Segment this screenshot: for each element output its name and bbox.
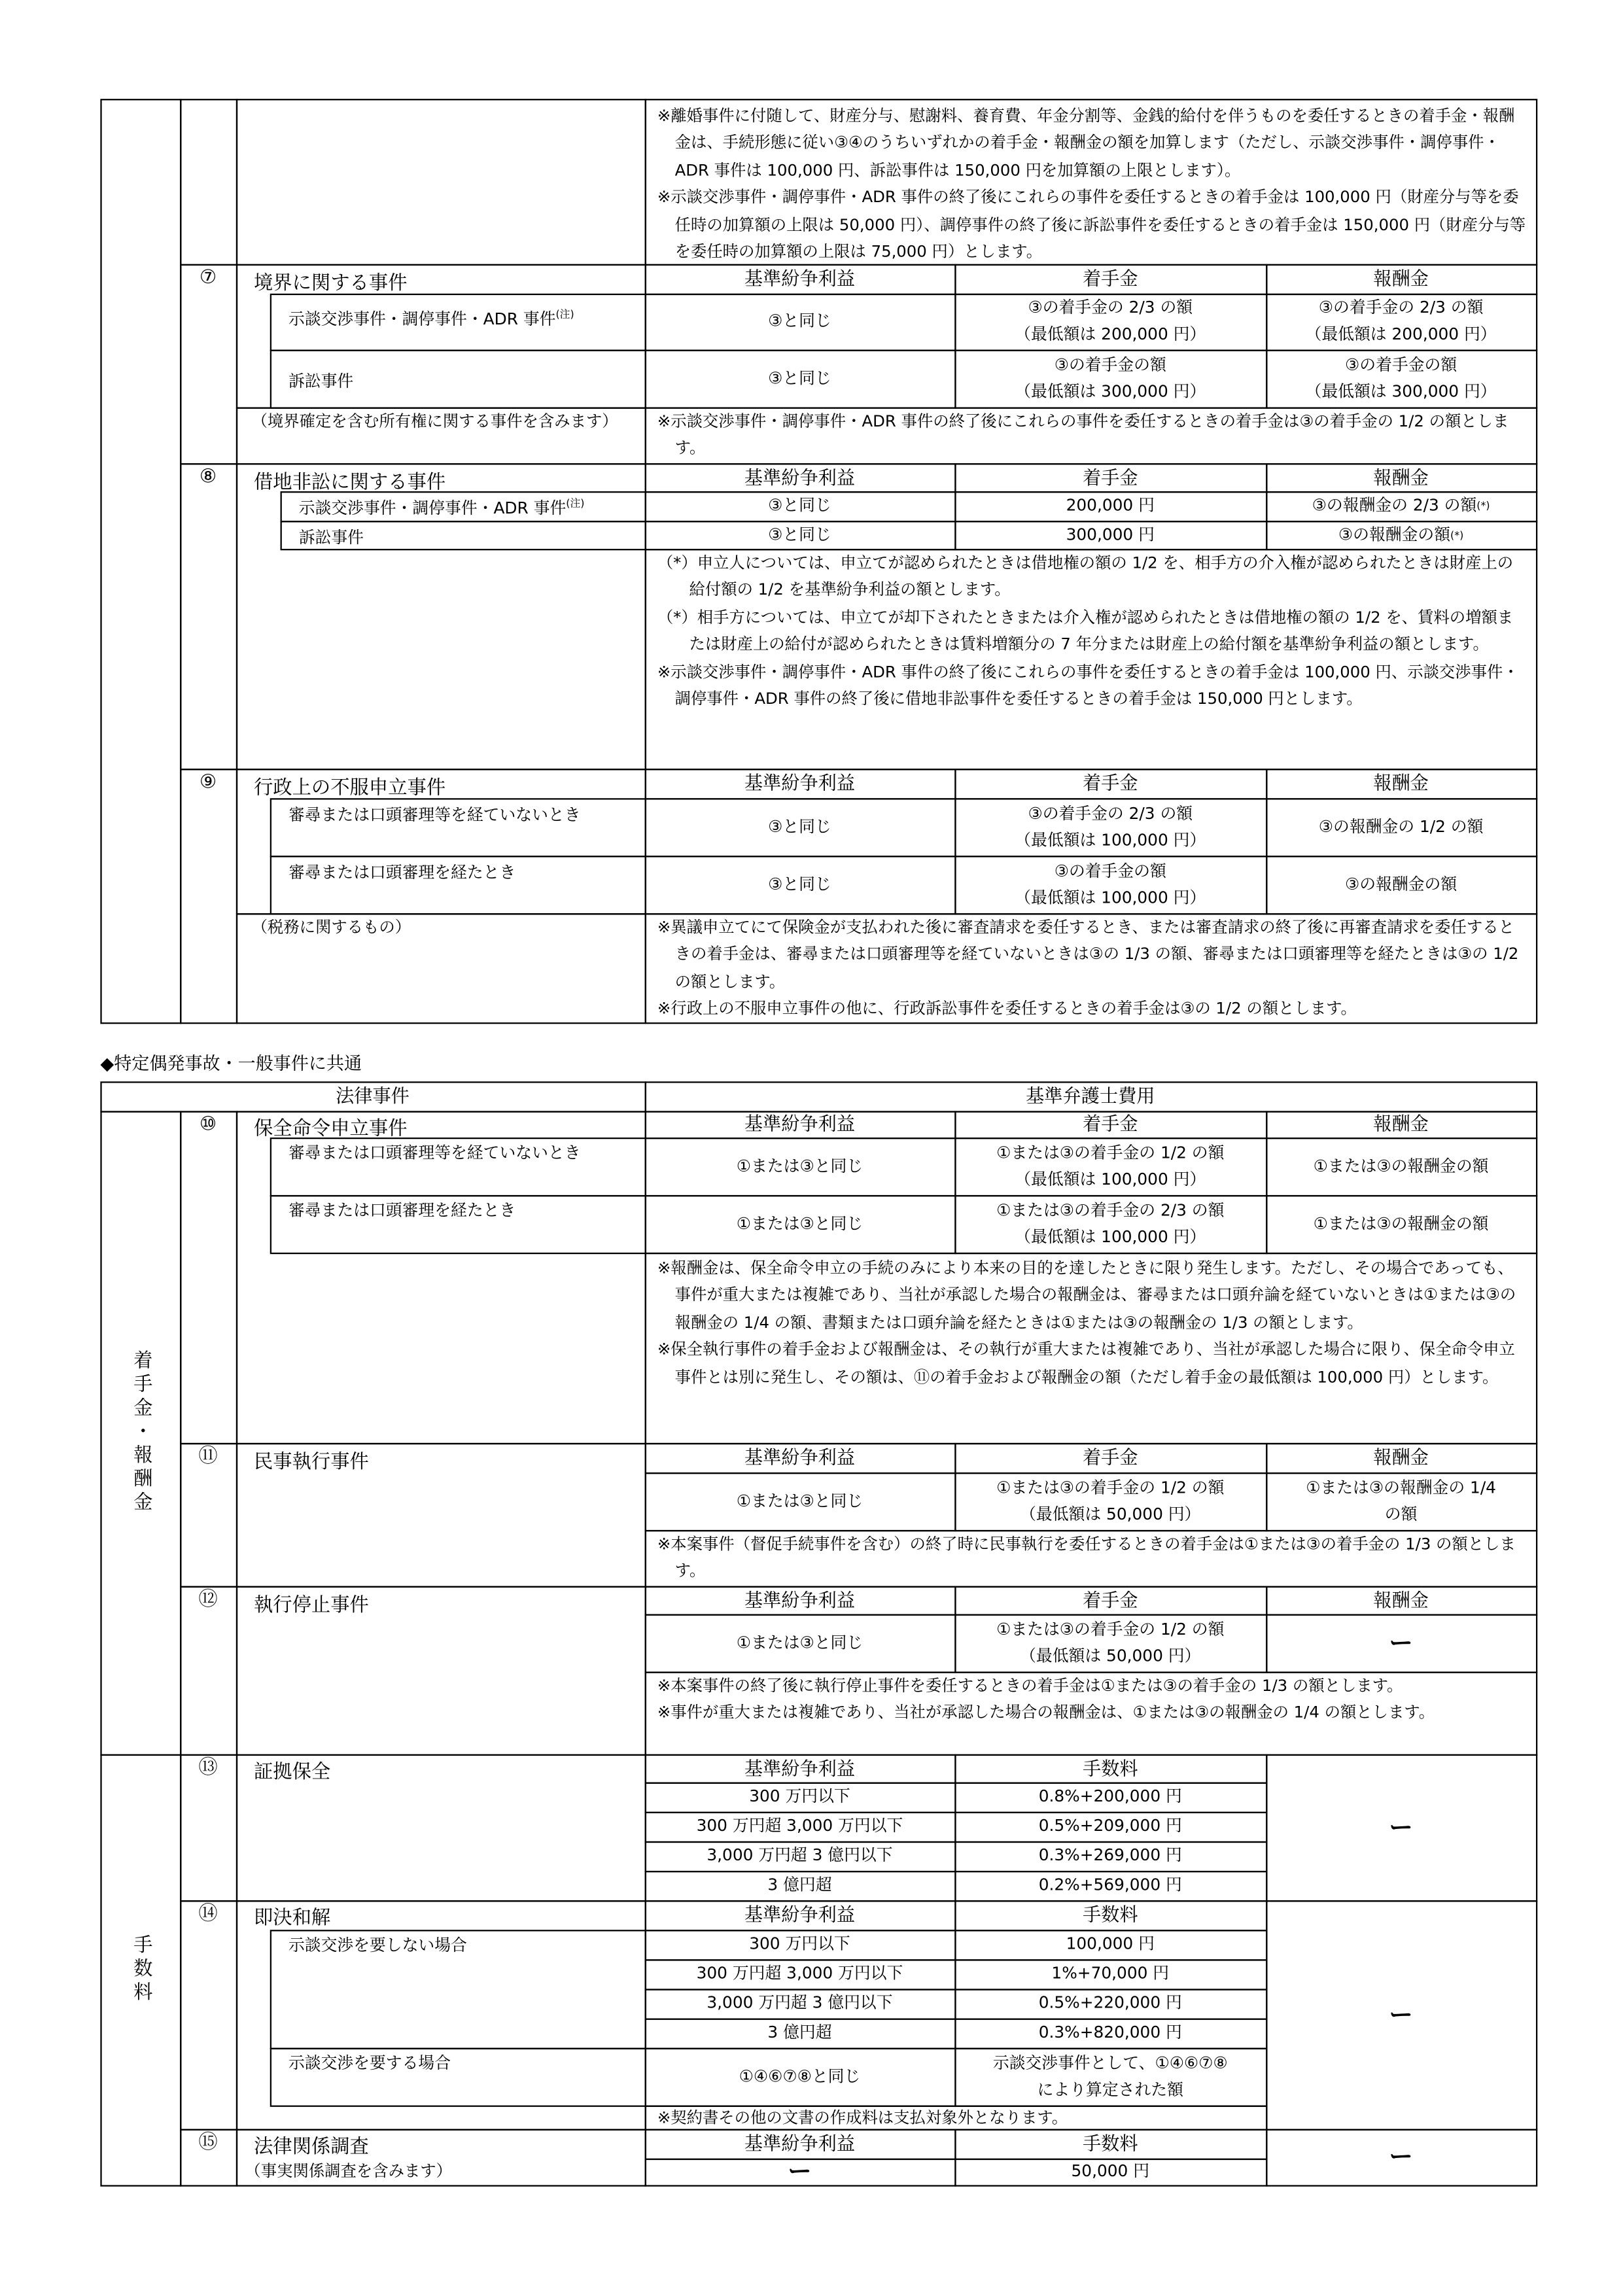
l: （最低額は 100,000 円） [1015,1226,1206,1246]
base-cell: ー [644,2158,956,2186]
item-title: 法律関係調査 [253,2136,369,2159]
l: により算定された額 [1037,2079,1183,2099]
notes [644,548,1537,769]
l: （最低額は 100,000 円） [1015,887,1206,907]
item-number: ⑨ [179,768,237,1023]
base-cell: ①または③と同じ [644,1137,956,1196]
col-header: 着手金 [954,264,1266,294]
note: ※行政上の不服申立事件の他に、行政訴訟事件を委任するときの着手金は③の 1/2 の額とします。 [657,999,1357,1018]
label: 示談交渉事件・調停事件・ADR 事件 [288,309,556,328]
l: ③の着手金の 2/3 の額 [1318,298,1484,317]
fee-cell [954,2047,1266,2106]
note: ※事件が重大または複雑であり、当社が承認した場合の報酬金は、①または③の報酬金の 1/4 の額とします。 [657,1703,1435,1722]
col-header: 報酬金 [1265,1442,1537,1473]
item-number: ⑪ [179,1442,237,1587]
item-number: ⑩ [179,1110,237,1444]
col-header: 手数料 [954,1754,1266,1783]
fee-cell: 50,000 円 [954,2158,1266,2186]
range-cell: 3 億円超 [644,2017,956,2048]
col-header: 基準紛争利益 [644,462,956,492]
col-header: 報酬金 [1265,462,1537,492]
col-header: 基準紛争利益 [644,1110,956,1138]
l: ③の報酬金の 2/3 の額 [1312,495,1477,515]
item-number: ⑬ [179,1754,237,1902]
l: （最低額は 300,000 円） [1305,381,1497,401]
col-header: 着手金 [954,768,1266,799]
item-number: ⑭ [179,1900,237,2130]
note: ※示談交渉事件・調停事件・ADR 事件の終了後にこれらの事件を委任するときの着手金は 100,000 円、示談交渉事件・調停事件・ADR 事件の終了後に借地非訟事件を委任するときの着手金は 150,000 円とします。 [657,662,1519,709]
divorce-notes [644,98,1537,265]
head-standard-fee: 基準弁護士費用 [644,1081,1537,1111]
reward-cell [1265,1472,1537,1531]
row-label: 審尋または口頭審理を経たとき [270,1194,646,1253]
range-cell: 300 万円超 3,000 万円以下 [644,1958,956,1989]
notes [644,406,1537,464]
item-title: 行政上の不服申立事件 [253,777,446,800]
range-cell: 3,000 万円超 3 億円以下 [644,1988,956,2019]
sub-note: （境界確定を含む所有権に関する事件を含みます） [236,406,646,464]
l: の額 [1384,1504,1418,1523]
category-column [99,98,181,1023]
row-label: 訴訟事件 [270,349,646,408]
item-number: ⑧ [179,462,237,769]
col-header: 基準紛争利益 [644,1754,956,1783]
head-legal-matter: 法律事件 [99,1081,646,1111]
l: ①または③の着手金の 1/2 の額 [996,1619,1225,1639]
item-number: ⑮ [179,2129,237,2186]
fee-cell [954,1613,1266,1672]
l: （最低額は 200,000 円） [1305,324,1497,344]
base-cell: ③と同じ [644,855,956,914]
l: 示談交渉事件として、①④⑥⑦⑧ [992,2053,1228,2072]
l: ①または③の着手金の 1/2 の額 [996,1477,1225,1497]
sub-note: （税務に関するもの） [236,913,646,1023]
l: ③の着手金の額 [1054,355,1166,374]
l: ③の着手金の額 [1054,861,1166,880]
item-title: 執行停止事件 [253,1595,369,1618]
fee-cell [954,1137,1266,1196]
range-cell: 300 万円超 3,000 万円以下 [644,1811,956,1842]
note: （*）相手方については、申立てが却下されたときまたは介入権が認められたときは借地権の額の 1/2 を、賃料の増額または財産上の給付が認められたときは賃料増額分の 7 年分または財産上の給付額を基準紛争利益の額とします。 [657,607,1514,654]
reward-cell [1265,491,1537,521]
reward-cell: ③の報酬金の 1/2 の額 [1265,797,1537,856]
fee-cell [954,1472,1266,1531]
l: ③の着手金の額 [1345,355,1457,374]
l: （最低額は 300,000 円） [1015,381,1206,401]
l: （最低額は 200,000 円） [1015,324,1206,344]
row-label: 示談交渉を要しない場合 [270,1929,646,2049]
fee-cell: 200,000 円 [954,491,1266,521]
col-header: 報酬金 [1265,1110,1537,1138]
notes [644,1252,1537,1444]
empty-dash: ー [1265,1900,1537,2130]
label: 示談交渉事件・調停事件・ADR 事件 [298,498,567,517]
col-header: 報酬金 [1265,768,1537,799]
row-label: 示談交渉を要する場合 [270,2047,646,2106]
row-label: 審尋または口頭審理等を経ていないとき [270,797,646,856]
base-cell: ①または③と同じ [644,1194,956,1253]
col-header: 着手金 [954,1110,1266,1138]
rate-cell: 0.5%+220,000 円 [954,1988,1266,2019]
base-cell: ①または③と同じ [644,1472,956,1531]
l: （最低額は 100,000 円） [1015,829,1206,850]
row-label: 訴訟事件 [279,520,645,549]
notes [644,2104,1267,2129]
col-header: 手数料 [954,2129,1266,2159]
note: ※離婚事件に付随して、財産分与、慰謝料、養育費、年金分割等、金銭的給付を伴うものを委任するときの着手金・報酬金は、手続形態に従い③④のうちいずれかの着手金・報酬金の額を加算します（ただし、示談交渉事件・調停事件・ADR 事件は 100,000 円、訴訟事件は 150,000 円を加算額の上限とします）。 [657,105,1515,180]
empty-dash: ー [1265,1754,1537,1902]
item-title: 証拠保全 [253,1762,331,1784]
fee-cell: 300,000 円 [954,520,1266,549]
empty-cell [179,98,237,265]
col-header: 基準紛争利益 [644,1442,956,1473]
l: （最低額は 100,000 円） [1015,1169,1206,1189]
item-title: 借地非訟に関する事件 [253,472,446,495]
col-header: 着手金 [954,1442,1266,1473]
fee-cell [954,1194,1266,1253]
reward-cell: ③の報酬金の額 [1265,855,1537,914]
col-header: 着手金 [954,1586,1266,1615]
rate-cell: 1%+70,000 円 [954,1958,1266,1989]
fee-cell [954,797,1266,856]
range-cell: 300 万円以下 [644,1782,956,1813]
item-title: 民事執行事件 [253,1452,369,1474]
l: ③の報酬金の額 [1338,524,1451,544]
range-cell: 300 万円以下 [644,1929,956,1960]
col-header: 手数料 [954,1900,1266,1930]
reward-cell [1265,520,1537,549]
note: ※本案事件（督促手続事件を含む）の終了時に民事執行を委任するときの着手金は①または③の着手金の 1/3 の額とします。 [657,1533,1516,1580]
item-subtitle: （事実関係調査を含みます） [245,2161,452,2181]
col-header: 基準紛争利益 [644,264,956,294]
reward-cell: ①または③の報酬金の額 [1265,1194,1537,1253]
note: ※契約書その他の文書の作成料は支払対象外となります。 [657,2107,1068,2127]
base-cell: ③と同じ [644,520,956,549]
base-cell: ③と同じ [644,491,956,521]
group-retainer-reward: 着手金・報酬金 [99,1110,181,1755]
sup: (*) [1476,500,1490,512]
rate-cell: 0.3%+820,000 円 [954,2017,1266,2048]
sup: (*) [1450,529,1464,541]
l: ③の着手金の 2/3 の額 [1028,803,1193,823]
item-title: 境界に関する事件 [253,273,408,296]
row-label: 審尋または口頭審理等を経ていないとき [270,1137,646,1196]
col-header: 基準紛争利益 [644,2129,956,2159]
col-header: 報酬金 [1265,264,1537,294]
row-label [279,491,645,521]
sup: (注) [566,496,585,509]
fee-cell [954,293,1266,351]
l: （最低額は 50,000 円） [1020,1646,1201,1665]
col-header: 基準紛争利益 [644,1900,956,1930]
notes [644,913,1537,1023]
l: ①または③の報酬金の 1/4 [1306,1477,1496,1497]
empty-cell [236,98,646,265]
reward-cell [1265,293,1537,351]
reward-cell [1265,349,1537,408]
rate-cell: 0.2%+569,000 円 [954,1870,1266,1901]
section-title: ◆特定偶発事故・一般事件に共通 [100,1053,362,1075]
group-fees: 手数料 [99,1754,181,2186]
l: ①または③の着手金の 2/3 の額 [996,1200,1225,1220]
empty-dash: ー [1265,2129,1537,2186]
item-title: 即決和解 [253,1907,331,1930]
base-cell: ①④⑥⑦⑧と同じ [644,2047,956,2106]
l: （最低額は 50,000 円） [1020,1504,1201,1523]
note: ※報酬金は、保全命令申立の手続のみにより本来の目的を達したときに限り発生します。ただし、その場合であっても、事件が重大または複雑であり、当社が承認した場合の報酬金は、審尋または口頭弁論を経ていないときは①または③の報酬金の 1/4 の額、書類または口頭弁論を経たときは①または③の報酬金の 1/3 の額とします。 [657,1257,1516,1332]
reward-cell: ー [1265,1613,1537,1672]
base-cell: ③と同じ [644,349,956,408]
rate-cell: 0.8%+200,000 円 [954,1782,1266,1813]
fee-cell [954,349,1266,408]
base-cell: ③と同じ [644,293,956,351]
fee-cell [954,855,1266,914]
item-number: ⑦ [179,264,237,464]
col-header: 基準紛争利益 [644,1586,956,1615]
range-cell: 3,000 万円超 3 億円以下 [644,1841,956,1871]
rate-cell: 0.3%+269,000 円 [954,1841,1266,1871]
row-label: 審尋または口頭審理を経たとき [270,855,646,914]
col-header: 着手金 [954,462,1266,492]
note: ※保全執行事件の着手金および報酬金は、その執行が重大または複雑であり、当社が承認した場合に限り、保全命令申立事件とは別に発生し、その額は、⑪の着手金および報酬金の額（ただし着手金の最低額は 100,000 円）とします。 [657,1340,1515,1387]
note: （*）申立人については、申立てが認められたときは借地権の額の 1/2 を、相手方の介入権が認められたときは財産上の給付額の 1/2 を基準紛争利益の額とします。 [657,552,1514,599]
rate-cell: 0.5%+209,000 円 [954,1811,1266,1842]
sup: (注) [555,308,574,321]
note: ※本案事件の終了後に執行停止事件を委任するときの着手金は①または③の着手金の 1/3 の額とします。 [657,1675,1403,1695]
base-cell: ③と同じ [644,797,956,856]
note: ※示談交渉事件・調停事件・ADR 事件の終了後にこれらの事件を委任するときの着手金は③の着手金の 1/2 の額とします。 [657,411,1509,458]
range-cell: 3 億円超 [644,1870,956,1901]
col-header: 基準紛争利益 [644,768,956,799]
base-cell: ①または③と同じ [644,1613,956,1672]
reward-cell: ①または③の報酬金の額 [1265,1137,1537,1196]
rate-cell: 100,000 円 [954,1929,1266,1960]
row-label [270,293,646,351]
col-header: 報酬金 [1265,1586,1537,1615]
l: ①または③の着手金の 1/2 の額 [996,1142,1225,1162]
note: ※示談交渉事件・調停事件・ADR 事件の終了後にこれらの事件を委任するときの着手金は 100,000 円（財産分与等を委任時の加算額の上限は 50,000 円）、調停事件の終了後に訴訟事件を委任するときの着手金は 150,000 円（財産分与等を委任時の加算額の上限は 75,000 円）とします。 [657,188,1526,262]
notes [644,1671,1537,1755]
l: ③の着手金の 2/3 の額 [1028,298,1193,317]
item-number: ⑫ [179,1586,237,1755]
note: ※異議申立てにて保険金が支払われた後に審査請求を委任するとき、または審査請求の終了後に再審査請求を委任するときの着手金は、審尋または口頭審理等を経ていないときは③の 1/3 の額、審尋または口頭審理等を経たときは③の 1/2 の額とします。 [657,916,1519,991]
item-title: 保全命令申立事件 [253,1118,408,1141]
notes [644,1529,1537,1587]
